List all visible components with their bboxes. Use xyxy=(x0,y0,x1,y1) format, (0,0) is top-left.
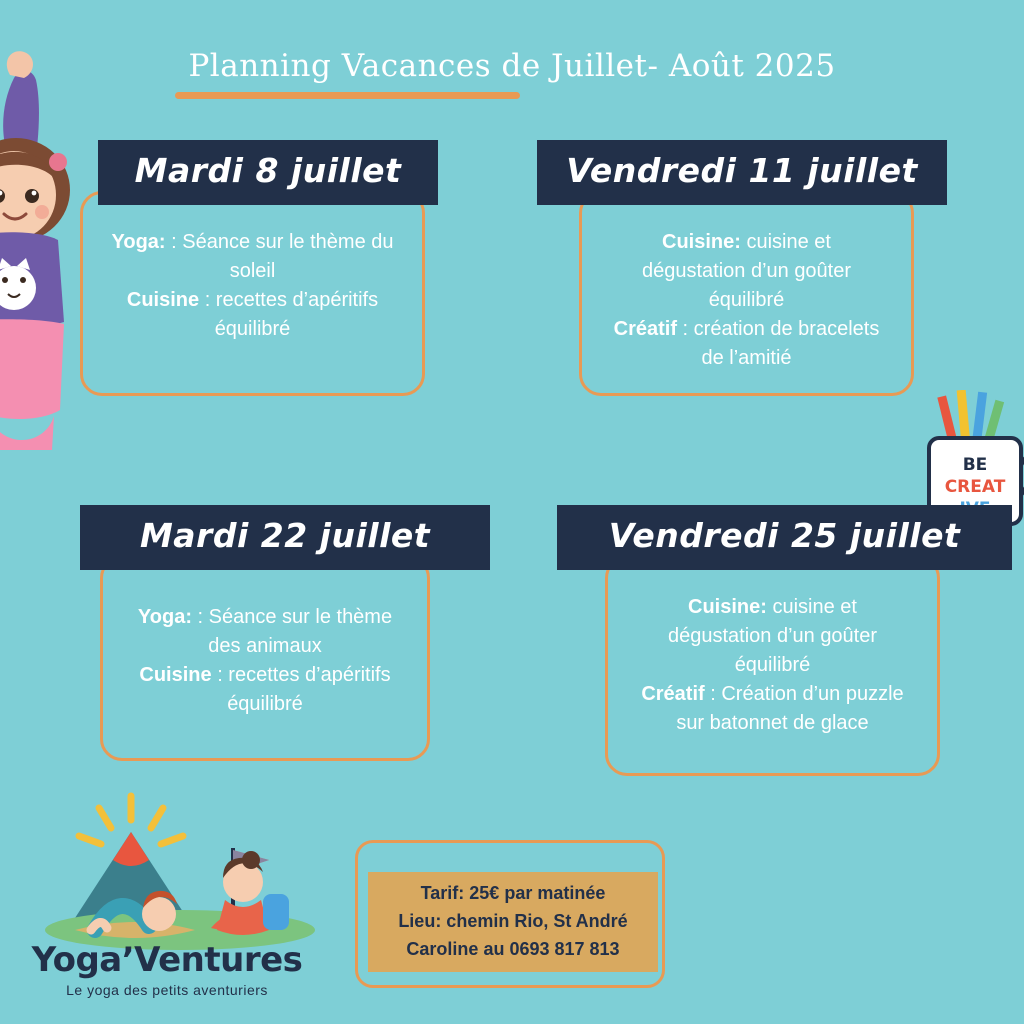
card-line xyxy=(634,680,911,738)
info-price: Tarif: 25€ par matinée xyxy=(420,883,606,903)
card-body xyxy=(100,556,430,761)
card-line-text: : création de bracelets de l’amitié xyxy=(677,318,880,369)
card-day-title: Vendredi 11 juillet xyxy=(537,140,947,205)
logo-tagline: Le yoga des petits aventuriers xyxy=(66,982,268,998)
card-line-text: : Création d’un puzzle sur batonnet de glace xyxy=(676,683,904,734)
card-body xyxy=(605,556,940,776)
card-day-title: Mardi 8 juillet xyxy=(98,140,438,205)
card-body xyxy=(579,191,914,396)
svg-text:BE: BE xyxy=(962,455,988,475)
card-line-label: Yoga: xyxy=(111,231,166,253)
card-line-text: cuisine et dégustation d’un goûter équilibré xyxy=(641,231,852,311)
card-line-label: Créatif xyxy=(613,318,677,340)
svg-text:CREAT: CREAT xyxy=(944,477,1006,497)
kids-volcano-illustration xyxy=(35,790,325,950)
card-line xyxy=(109,228,396,286)
card-day-title: Mardi 22 juillet xyxy=(80,505,490,570)
card-line-label: Cuisine: xyxy=(662,231,741,253)
card-line-text: cuisine et dégustation d’un goûter équilibré xyxy=(667,596,878,676)
card-line-text: : recettes d’apéritifs équilibré xyxy=(199,289,379,340)
card-line-label: Cuisine xyxy=(139,664,212,686)
title-underline xyxy=(175,92,520,99)
card-line xyxy=(129,661,401,719)
info-contact: Caroline au 0693 817 813 xyxy=(406,938,620,959)
card-line-text: : Séance sur le thème du soleil xyxy=(165,231,394,282)
page-title xyxy=(0,48,1024,84)
schedule-card xyxy=(537,140,957,396)
info-details xyxy=(368,872,658,972)
card-line-label: Yoga: xyxy=(137,606,192,628)
card-line-text: : recettes d’apéritifs équilibré xyxy=(211,664,391,715)
schedule-card xyxy=(80,505,470,761)
logo-name: Yoga’Ventures xyxy=(31,940,303,980)
card-line-label: Créatif xyxy=(641,683,705,705)
logo xyxy=(22,940,312,998)
card-line xyxy=(608,228,885,315)
card-line xyxy=(129,603,401,661)
card-line-label: Cuisine: xyxy=(688,596,767,618)
page-title-text: Planning Vacances de Juillet- Août 2025 xyxy=(188,48,836,84)
schedule-card xyxy=(80,140,425,396)
card-line xyxy=(634,593,911,680)
card-body xyxy=(80,191,425,396)
card-line xyxy=(608,315,885,373)
info-location: Lieu: chemin Rio, St André xyxy=(398,910,628,931)
schedule-card xyxy=(557,505,977,776)
card-line-text: : Séance sur le thème des animaux xyxy=(191,606,393,657)
card-day-title: Vendredi 25 juillet xyxy=(557,505,1012,570)
card-line xyxy=(109,286,396,344)
card-line-label: Cuisine xyxy=(126,289,200,311)
